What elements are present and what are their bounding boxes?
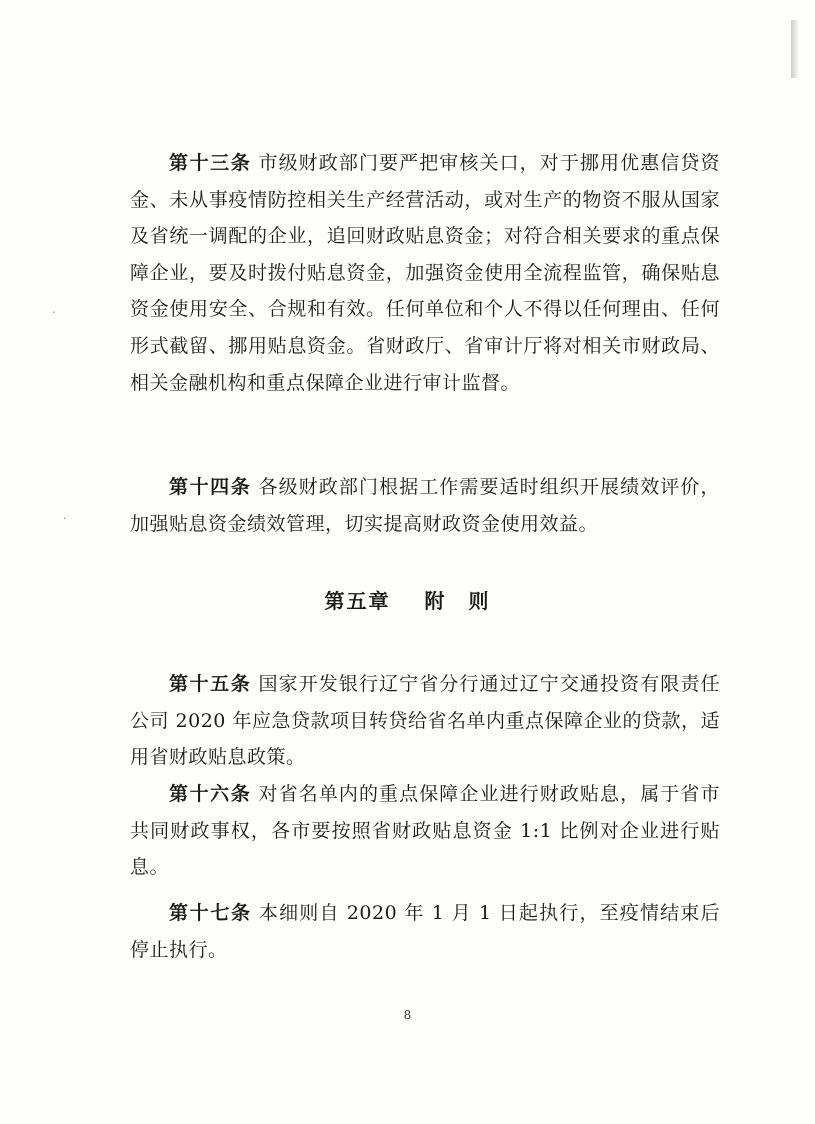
chapter-title: 附 则 [424, 589, 491, 613]
article-14-label: 第十四条 [169, 476, 252, 498]
chapter-number: 第五章 [324, 589, 391, 613]
article-16-text: 对省名单内的重点保障企业进行财政贴息，属于省市共同财政事权，各市要按照省财政贴息资金 1:1 比例对企业进行贴息。 [130, 783, 720, 879]
scan-speck: · [52, 306, 56, 319]
article-13-label: 第十三条 [169, 152, 252, 174]
page-number: 8 [403, 1008, 412, 1022]
article-13-paragraph [130, 145, 720, 401]
article-15-paragraph [130, 666, 720, 776]
article-17-label: 第十七条 [169, 902, 252, 924]
scan-speck: · [63, 512, 67, 525]
article-14-paragraph [130, 469, 720, 542]
scan-edge-artifact [791, 20, 799, 78]
chapter-heading [0, 585, 815, 614]
article-17-text: 本细则自 2020 年 1 月 1 日起执行，至疫情结束后停止执行。 [130, 902, 720, 961]
article-15-text: 国家开发银行辽宁省分行通过辽宁交通投资有限责任公司 2020 年应急贷款项目转贷给省名单内重点保障企业的贷款，适用省财政贴息政策。 [130, 673, 720, 769]
article-15-label: 第十五条 [169, 673, 252, 695]
article-13-text: 市级财政部门要严把审核关口，对于挪用优惠信贷资金、未从事疫情防控相关生产经营活动，或对生产的物资不服从国家及省统一调配的企业，追回财政贴息资金；对符合相关要求的重点保障企业，要及时拨付贴息资金，加强资金使用全流程监管，确保贴息资金使用安全、合规和有效。任何单位和个人不得以任何理由、任何形式截留、挪用贴息资金。省财政厅、省审计厅将对相关市财政局、相关金融机构和重点保障企业进行审计监督。 [130, 152, 720, 394]
article-14-text: 各级财政部门根据工作需要适时组织开展绩效评价，加强贴息资金绩效管理，切实提高财政资金使用效益。 [130, 476, 720, 535]
article-16-paragraph [130, 776, 720, 886]
article-17-paragraph [130, 895, 720, 968]
article-16-label: 第十六条 [169, 783, 252, 805]
